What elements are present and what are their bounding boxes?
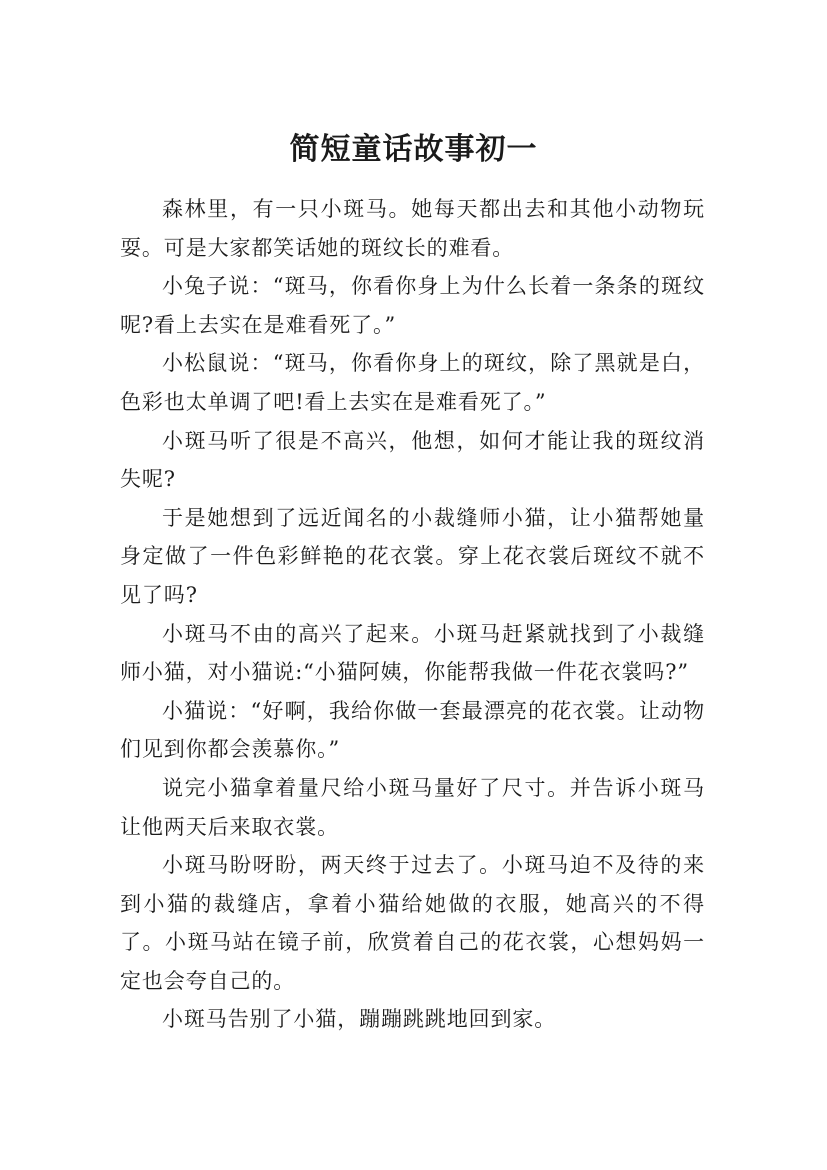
paragraph: 于是她想到了远近闻名的小裁缝师小猫，让小猫帮她量身定做了一件色彩鲜艳的花衣裳。穿上花衣裳后斑纹不就不见了吗? xyxy=(120,505,705,607)
paragraph: 小猫说：“好啊，我给你做一套最漂亮的花衣裳。让动物们见到你都会羡慕你。” xyxy=(120,698,705,762)
paragraph: 说完小猫拿着量尺给小斑马量好了尺寸。并告诉小斑马让他两天后来取衣裳。 xyxy=(120,775,705,839)
paragraph: 小兔子说：“斑马，你看你身上为什么长着一条条的斑纹呢?看上去实在是难看死了。” xyxy=(120,274,705,337)
document-title: 简短童话故事初一 xyxy=(289,132,538,168)
paragraph: 小斑马告别了小猫，蹦蹦跳跳地回到家。 xyxy=(162,1007,557,1032)
paragraph: 小斑马盼呀盼，两天终于过去了。小斑马迫不及待的来到小猫的裁缝店，拿着小猫给她做的衣服，她高兴的不得了。小斑马站在镜子前，欣赏着自己的花衣裳，心想妈妈一定也会夸自己的。 xyxy=(120,853,705,993)
paragraph: 小斑马不由的高兴了起来。小斑马赶紧就找到了小裁缝师小猫，对小猫说:“小猫阿姨，你能帮我做一件花衣裳吗?” xyxy=(120,621,705,685)
paragraph: 森林里，有一只小斑马。她每天都出去和其他小动物玩耍。可是大家都笑话她的斑纹长的难看。 xyxy=(120,197,705,260)
story-body xyxy=(120,190,705,1039)
paragraph: 小松鼠说：“斑马，你看你身上的斑纹，除了黑就是白，色彩也太单调了吧!看上去实在是难看死了。” xyxy=(120,351,705,414)
paragraph: 小斑马听了很是不高兴，他想，如何才能让我的斑纹消失呢? xyxy=(120,428,705,492)
